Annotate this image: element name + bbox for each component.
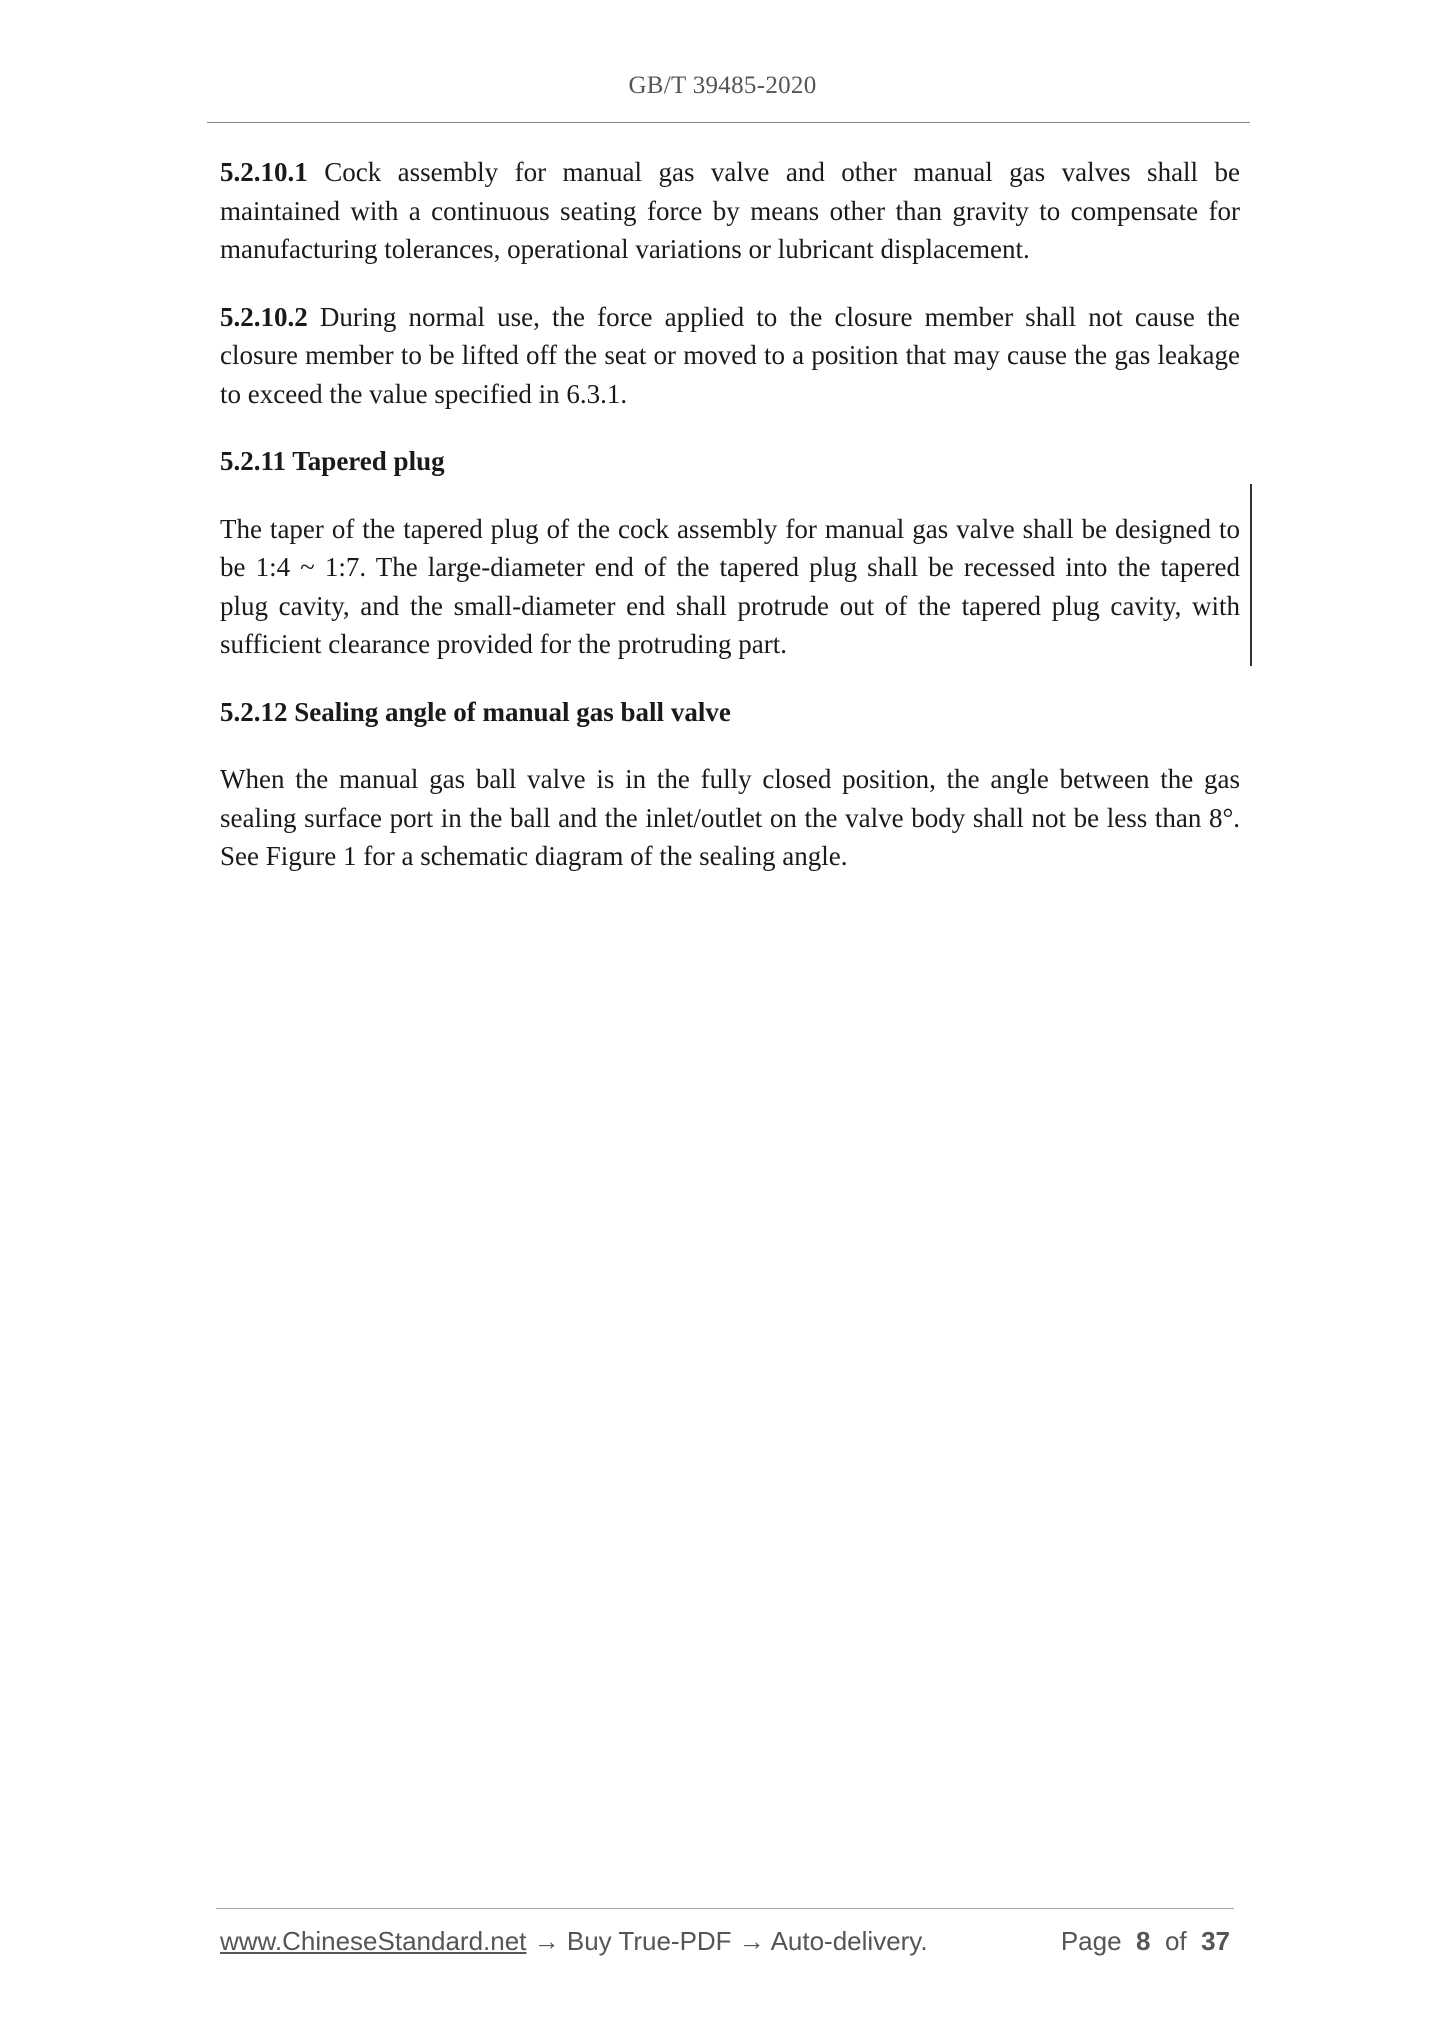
clause-5-2-12-text: When the manual gas ball valve is in the fully closed position, the angle between the gas sealing surface port in the ball and the inlet/outlet on the valve body shall not be less than 8°. See Figure 1 for a schematic diagram of the sealing angle. [220, 764, 1240, 871]
of-label: of [1164, 1926, 1187, 1956]
footer-tagline: → Buy True-PDF → Auto-delivery. [526, 1926, 928, 1956]
heading-5-2-12: 5.2.12 Sealing angle of manual gas ball valve [220, 696, 731, 727]
page-number: 8 [1136, 1926, 1151, 1956]
clause-text: Cock assembly for manual gas valve and other manual gas valves shall be maintained with a continuous seating force by means other than gravity to compensate for manufacturing tolerances, operational variations or lubricant displacement. [220, 157, 1240, 264]
clause-5-2-11-text: The taper of the tapered plug of the cock assembly for manual gas valve shall be designed to be 1:4 ~ 1:7. The large-diameter end of the tapered plug shall be recessed into the tapered plug cavity, and the small-diameter end shall protrude out of the tapered plug cavity, with sufficient clearance provided for the protruding part. [220, 513, 1240, 659]
heading-5-2-11: 5.2.11 Tapered plug [220, 446, 445, 476]
standard-code: GB/T 39485-2020 [628, 72, 817, 99]
total-pages: 37 [1201, 1926, 1230, 1956]
clause-5-2-10-2 [220, 298, 1240, 414]
clause-number: 5.2.10.1 [220, 157, 308, 187]
document-body [220, 153, 1240, 905]
footer-promo [220, 1926, 928, 1957]
footer-divider [216, 1908, 1234, 1909]
page-indicator [1061, 1926, 1230, 1957]
page-label: Page [1060, 1926, 1122, 1956]
clause-text: During normal use, the force applied to the closure member shall not cause the closure member to be lifted off the seat or moved to a position that may cause the gas leakage to exceed the value specified in 6.3.1. [220, 301, 1241, 409]
site-link[interactable]: www.ChineseStandard.net [220, 1926, 527, 1956]
revision-change-bar [1250, 484, 1252, 666]
header-divider [207, 122, 1250, 123]
clause-number: 5.2.10.2 [220, 301, 308, 332]
clause-5-2-10-1 [220, 153, 1240, 269]
